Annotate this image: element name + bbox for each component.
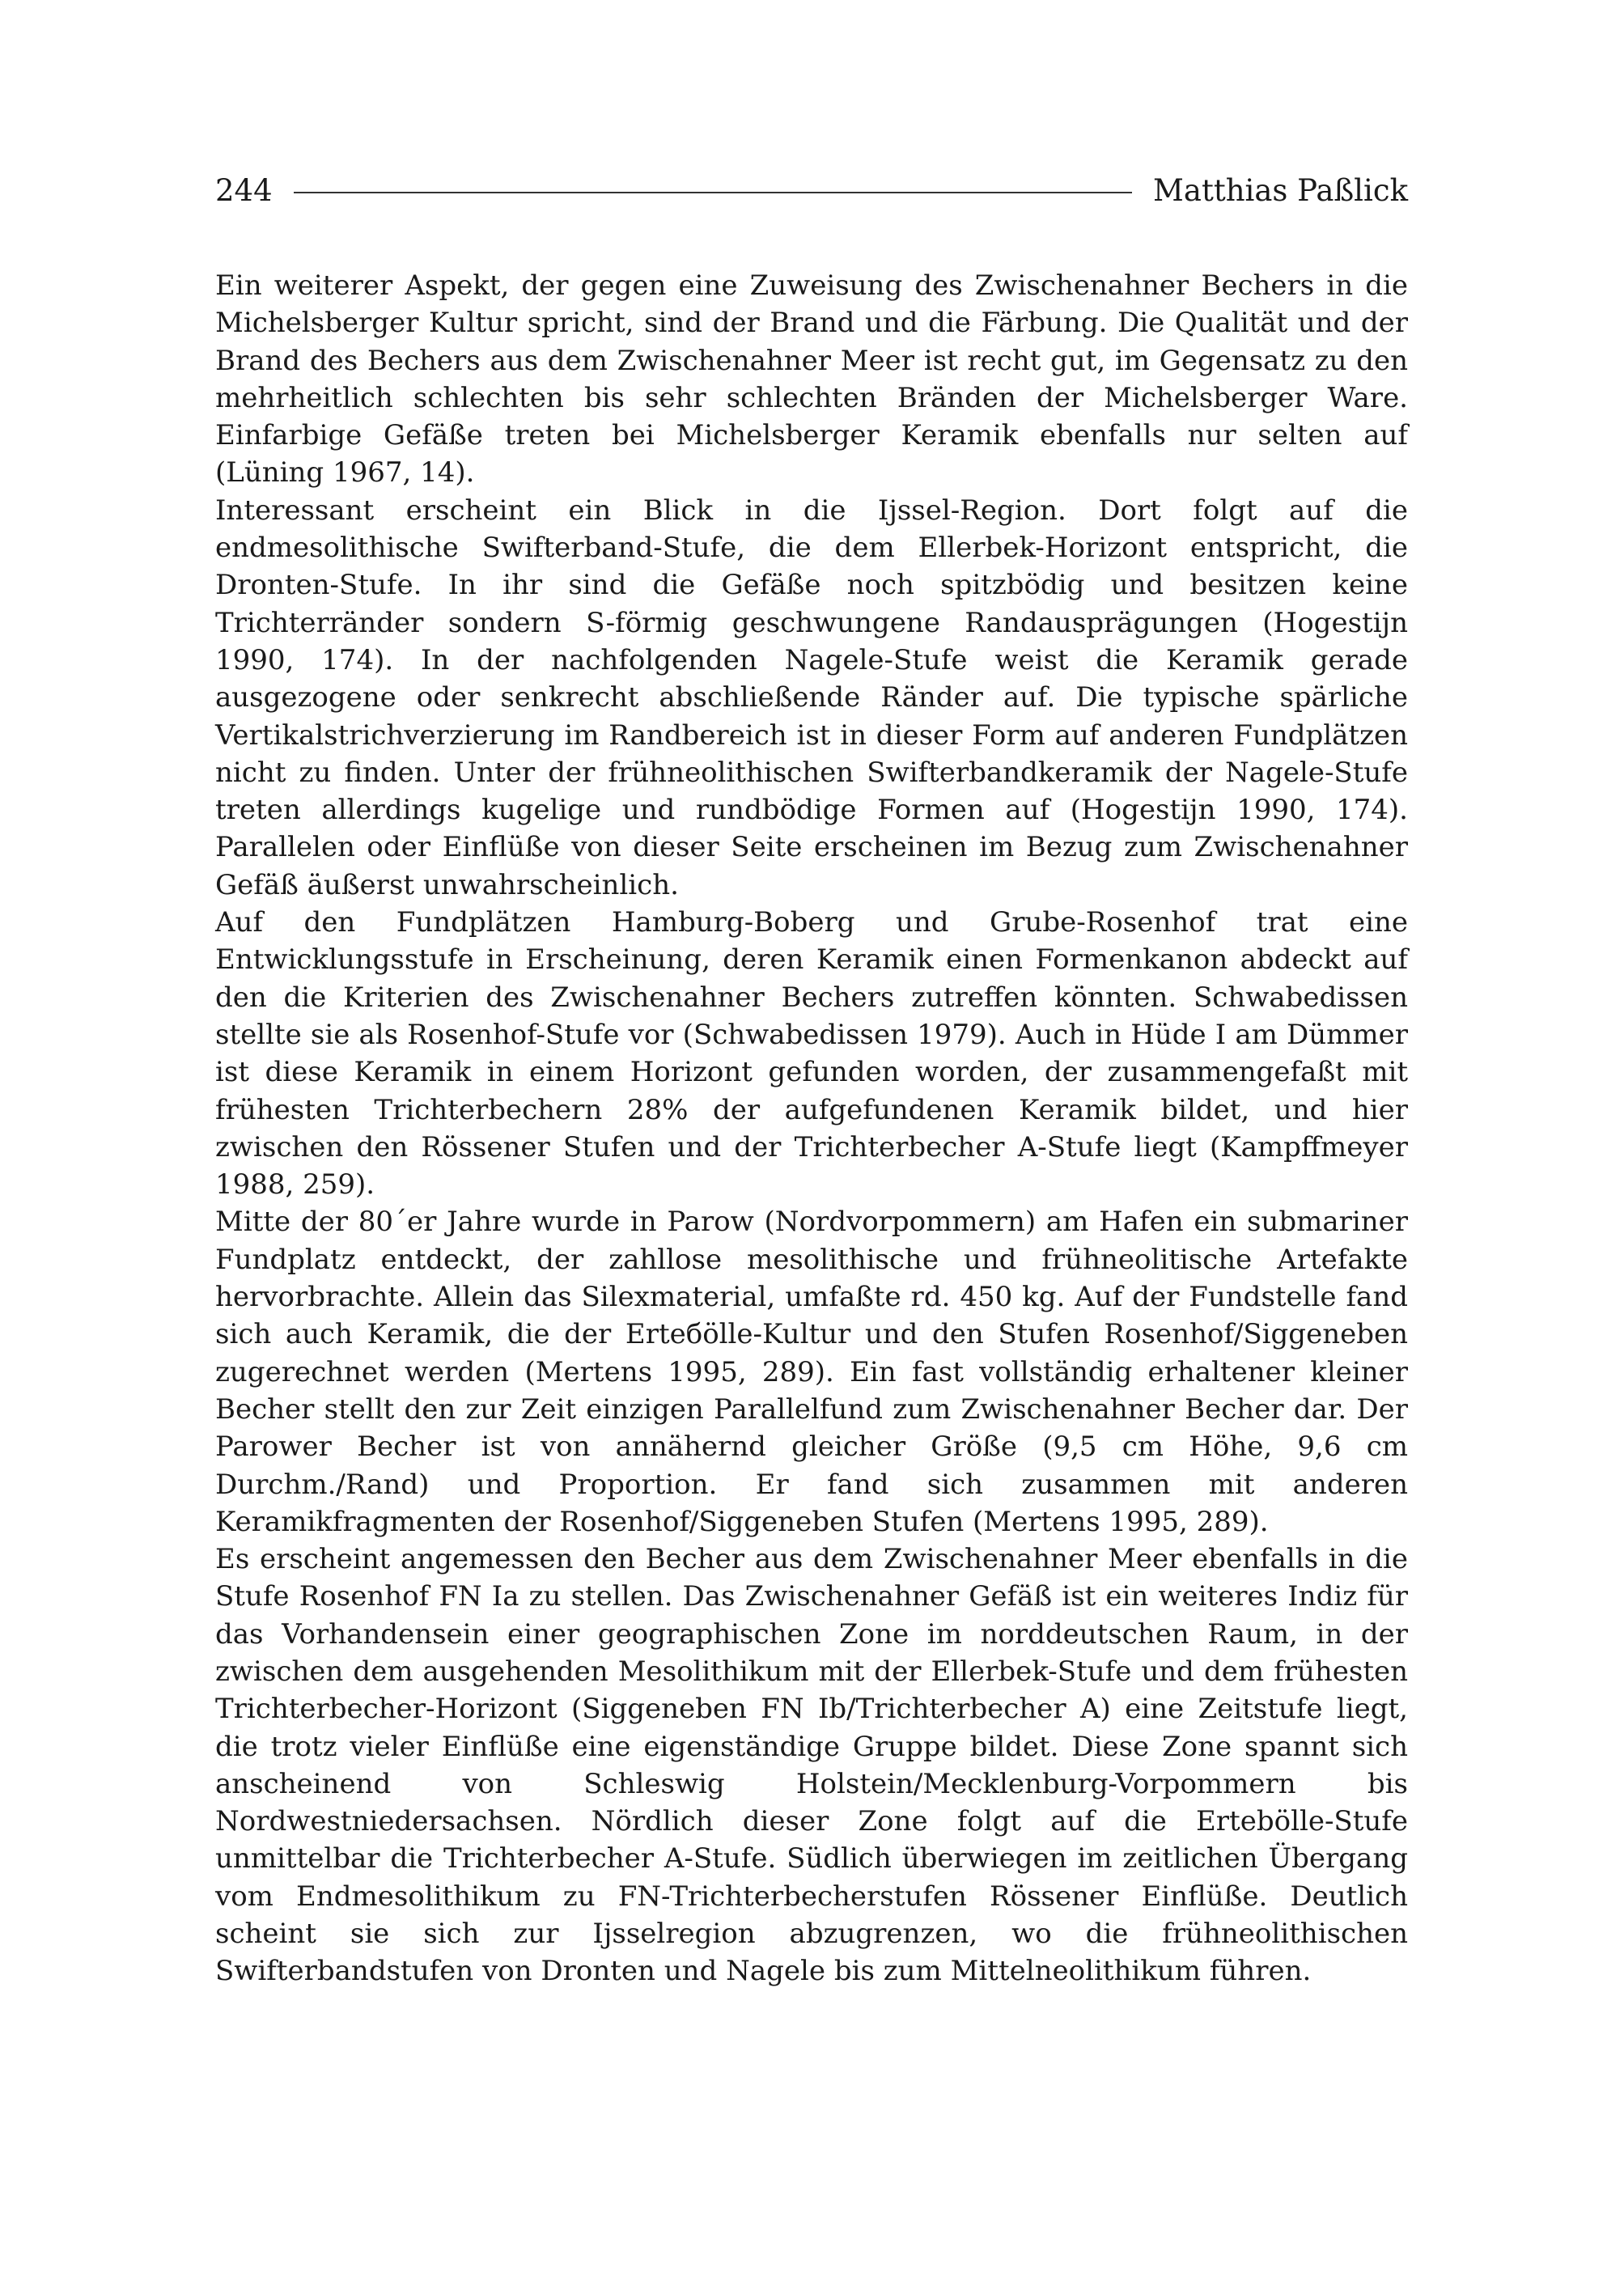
body-text (215, 267, 1408, 1990)
paragraph-3: Auf den Fundplätzen Hamburg-Boberg und Grube-Rosenhof trat eine Entwicklungsstufe in Erscheinung, deren Keramik einen Formenkanon abdeckt auf den die Kriterien des Zwischenahner Bechers zutreffen könnten. Schwabedissen stellte sie als Rosenhof-Stufe vor (Schwabedissen 1979). Auch in Hüde I am Dümmer ist diese Keramik in einem Horizont gefunden worden, der zusammengefaßt mit frühesten Trichterbechern 28% der aufgefundenen Keramik bildet, und hier zwischen den Rössener Stufen und der Trichterbecher A-Stufe liegt (Kampffmeyer 1988, 259). (215, 906, 1408, 1202)
header-rule (294, 192, 1132, 193)
paragraph-1: Ein weiterer Aspekt, der gegen eine Zuweisung des Zwischenahner Bechers in die Michelsberger Kultur spricht, sind der Brand und die Färbung. Die Qualität und der Brand des Bechers aus dem Zwischenahner Meer ist recht gut, im Gegensatz zu den mehrheitlich schlechten bis sehr schlechten Bränden der Michelsberger Ware. Einfarbige Gefäße treten bei Michelsberger Keramik ebenfalls nur selten auf (Lüning 1967, 14). (215, 269, 1408, 490)
running-head-author: Matthias Paßlick (1153, 173, 1408, 208)
paragraph-4: Mitte der 80´er Jahre wurde in Parow (Nordvorpommern) am Hafen ein submariner Fundplatz entdeckt, der zahllose mesolithische und frühneolitische Artefakte hervorbrachte. Allein das Silexmaterial, umfaßte rd. 450 kg. Auf der Fundstelle fand sich auch Keramik, die der Erteбölle-Kultur und den Stufen Rosenhof/Siggeneben zugerechnet werden (Mertens 1995, 289). Ein fast vollständig erhaltener kleiner Becher stellt den zur Zeit einzigen Parallelfund zum Zwischenahner Becher dar. Der Parower Becher ist von annähernd gleicher Größe (9,5 cm Höhe, 9,6 cm Durchm./Rand) und Proportion. Er fand sich zusammen mit anderen Keramikfragmenten der Rosenhof/Siggeneben Stufen (Mertens 1995, 289). (215, 1206, 1408, 1538)
running-head (215, 167, 1408, 215)
paragraph-2: Interessant erscheint ein Blick in die Ijssel-Region. Dort folgt auf die endmesolithische Swifterband-Stufe, die dem Ellerbek-Horizont entspricht, die Dronten-Stufe. In ihr sind die Gefäße noch spitzbödig und besitzen keine Trichterränder sondern S-förmig geschwungene Randausprägungen (Hogestijn 1990, 174). In der nachfolgenden Nagele-Stufe weist die Keramik gerade ausgezogene oder senkrecht abschließende Ränder auf. Die typische spärliche Vertikalstrichverzierung im Randbereich ist in dieser Form auf anderen Fundplätzen nicht zu finden. Unter der frühneolithischen Swifterbandkeramik der Nagele-Stufe treten allerdings kugelige und rundbödige Formen auf (Hogestijn 1990, 174). Parallelen oder Einflüße von dieser Seite erscheinen im Bezug zum Zwischenahner Gefäß äußerst unwahrscheinlich. (215, 494, 1408, 901)
page-number: 244 (215, 173, 273, 208)
paragraph-5: Es erscheint angemessen den Becher aus dem Zwischenahner Meer ebenfalls in die Stufe Rosenhof FN Ia zu stellen. Das Zwischenahner Gefäß ist ein weiteres Indiz für das Vorhandensein einer geographischen Zone im norddeutschen Raum, in der zwischen dem ausgehenden Mesolithikum mit der Ellerbek-Stufe und dem frühesten Trichterbecher-Horizont (Siggeneben FN Ib/Trichterbecher A) eine Zeitstufe liegt, die trotz vieler Einflüße eine eigenständige Gruppe bildet. Diese Zone spannt sich anscheinend von Schleswig Holstein/Mecklenburg-Vorpommern bis Nordwestniedersachsen. Nördlich dieser Zone folgt auf die Erteböllе-Stufe unmittelbar die Trichterbecher A-Stufe. Südlich überwiegen im zeitlichen Übergang vom Endmesolithikum zu FN-Trichterbecherstufen Rössener Einflüße. Deutlich scheint sie sich zur Ijsselregion abzugrenzen, wo die frühneolithischen Swifterbandstufen von Dronten und Nagele bis zum Mittelneolithikum führen. (215, 1543, 1408, 1988)
